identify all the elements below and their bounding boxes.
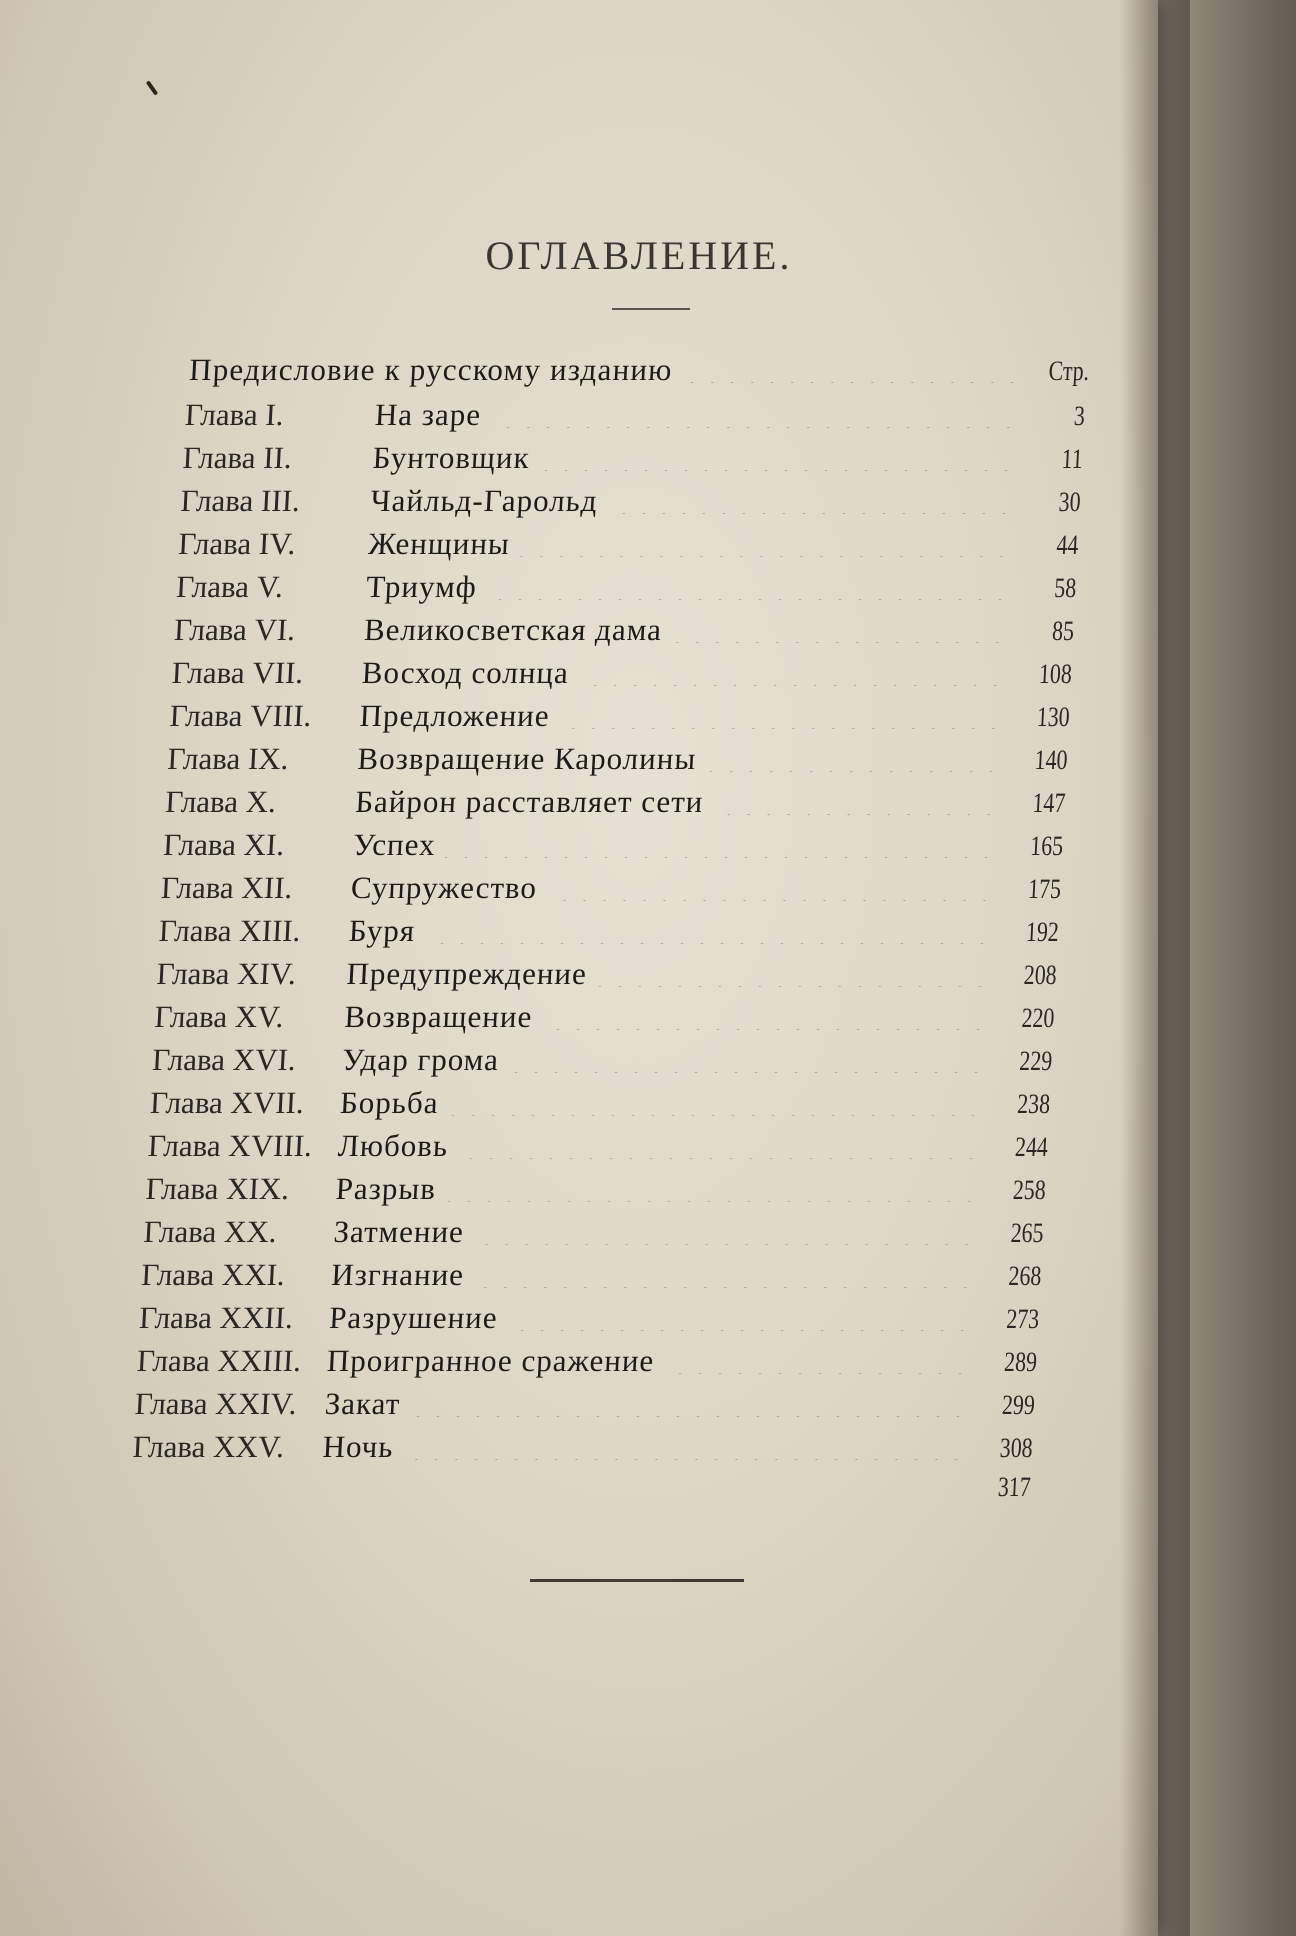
chapter-label: Глава XXII. [138,1300,294,1335]
toc-row [136,1343,1038,1381]
chapter-label: Глава VI. [173,612,297,647]
chapter-page: 268 [1007,1261,1043,1292]
chapter-page: 44 [1055,530,1080,561]
chapter-title: Женщины [367,526,511,561]
toc-row [162,827,1064,865]
chapter-page: 3 [1073,401,1086,432]
dot-leader [448,1092,985,1116]
chapter-title: Любовь [337,1128,450,1163]
trailing-page-number: 317 [997,1472,1032,1503]
dot-leader [458,1135,983,1159]
chapter-page: 238 [1016,1089,1051,1120]
toc-row [147,1128,1049,1166]
chapter-label: Глава XI. [162,827,286,862]
chapter-page: 289 [1003,1347,1038,1378]
dot-leader [445,1178,980,1202]
chapter-title: Борьба [339,1085,440,1120]
chapter-page: 165 [1029,831,1064,862]
dot-leader [713,791,1000,815]
chapter-page: 308 [999,1433,1034,1464]
chapter-page: 11 [1060,444,1084,475]
dot-leader [473,1221,978,1245]
dot-leader [596,963,991,987]
chapter-label: Глава XXI. [140,1257,286,1292]
chapter-title: Возвращение Каролины [356,741,698,776]
dot-leader [578,662,1006,686]
chapter-title: Закат [324,1386,402,1421]
toc-row [169,698,1071,736]
chapter-page: 258 [1012,1175,1047,1206]
chapter-title: Разрыв [334,1171,437,1206]
chapter-label: Глава XX. [142,1214,278,1249]
chapter-label: Глава XIV. [155,956,297,991]
chapter-page: 58 [1053,573,1077,604]
chapter-page: 208 [1023,960,1058,991]
chapter-title: Успех [352,827,437,862]
chapter-title: Супружество [350,870,538,905]
toc-row [140,1257,1042,1295]
chapter-label: Глава VIII. [168,698,313,733]
toc-row [167,741,1069,779]
toc-preface-row [188,352,1090,390]
chapter-label: Глава X. [164,784,277,819]
toc-row [160,870,1062,908]
chapter-page: 192 [1025,917,1060,948]
chapter-page: 299 [1001,1390,1036,1421]
chapter-label: Глава VII. [171,655,305,690]
dot-leader [542,1006,989,1030]
dot-leader [559,705,1004,729]
toc-row [153,999,1055,1037]
dot-leader [539,447,1017,471]
chapter-page: 85 [1051,616,1075,647]
dot-leader [546,877,995,901]
toc-row [180,483,1082,521]
chapter-title: Байрон расставляет сети [354,784,705,819]
toc-row [138,1300,1040,1338]
toc-row [143,1214,1045,1252]
chapter-title: Возвращение [343,999,534,1034]
dot-leader [473,1264,976,1288]
toc-row [182,440,1084,478]
chapter-page: 265 [1009,1218,1045,1249]
dot-leader [508,1049,987,1073]
chapter-label: Глава XXV. [131,1429,286,1464]
chapter-label: Глава XVII. [149,1085,305,1120]
chapter-label: Глава III. [179,483,301,518]
chapter-label: Глава V. [175,569,284,604]
toc-row [177,526,1079,564]
chapter-title: Затмение [332,1214,465,1249]
dot-leader [403,1436,967,1460]
toc-row [173,612,1075,650]
chapter-title: Проигранное сражение [326,1343,656,1378]
dot-leader [424,920,993,944]
chapter-title: Бунтовщик [371,440,531,475]
chapter-title: Буря [347,913,417,948]
chapter-title: Великосветская дама [363,612,663,647]
dot-leader [519,533,1013,557]
toc-row [134,1386,1036,1424]
dot-leader [507,1307,974,1331]
chapter-label: Глава XVI. [151,1042,297,1077]
chapter-page: 108 [1038,659,1073,690]
toc-title: ОГЛАВЛЕНИЕ. [485,233,793,278]
toc-row [132,1429,1034,1467]
dot-leader [671,619,1008,643]
chapter-page: 140 [1033,745,1069,776]
dot-leader [706,748,1002,772]
toc-row [184,397,1086,435]
preface-title: Предисловие к русскому изданию [188,352,674,387]
chapter-title: Ночь [321,1429,395,1464]
chapter-page: 30 [1057,487,1082,518]
chapter-title: Триумф [365,569,478,604]
toc-row [171,655,1073,693]
chapter-label: Глава I. [184,397,285,432]
dot-leader [664,1350,972,1374]
toc-row [145,1171,1047,1209]
chapter-label: Глава XII. [160,870,294,905]
chapter-label: Глава XXIV. [134,1386,298,1421]
chapter-title: Чайльд-Гарольд [369,483,599,518]
chapter-label: Глава II. [181,440,293,475]
chapter-label: Глава XIX. [144,1171,291,1206]
chapter-title: Восход солнца [361,655,570,690]
chapter-label: Глава XXIII. [136,1343,303,1378]
toc-row [175,569,1077,607]
page-column-label: Стр. [1047,356,1090,387]
dot-leader [486,576,1011,600]
chapter-title: Удар грома [341,1042,500,1077]
chapter-title: Изгнание [330,1257,465,1292]
chapter-label: Глава XIII. [157,913,302,948]
chapter-page: 130 [1036,702,1071,733]
chapter-label: Глава IX. [166,741,290,776]
toc-row [151,1042,1053,1080]
dot-leader [490,404,1019,428]
chapter-page: 220 [1020,1003,1056,1034]
chapter-page: 147 [1031,788,1067,819]
chapter-title: Предложение [358,698,551,733]
dot-leader [682,359,1024,383]
toc-row-trailing [130,1472,1032,1510]
chapter-page: 244 [1014,1132,1049,1163]
dot-leader [607,490,1015,514]
dot-leader [410,1393,970,1417]
chapter-label: Глава IV. [177,526,297,561]
chapter-label: Глава XV. [153,999,285,1034]
chapter-page: 229 [1018,1046,1054,1077]
end-divider [530,1579,744,1582]
chapter-page: 175 [1027,874,1062,905]
chapter-page: 273 [1005,1304,1040,1335]
toc-row [164,784,1066,822]
toc-row [149,1085,1051,1123]
toc-row [158,913,1060,951]
chapter-title: Предупреждение [345,956,588,991]
chapter-title: Разрушение [328,1300,499,1335]
dot-leader [445,834,998,858]
toc-row [156,956,1058,994]
chapter-title: На заре [374,397,483,432]
chapter-label: Глава XVIII. [147,1128,313,1163]
